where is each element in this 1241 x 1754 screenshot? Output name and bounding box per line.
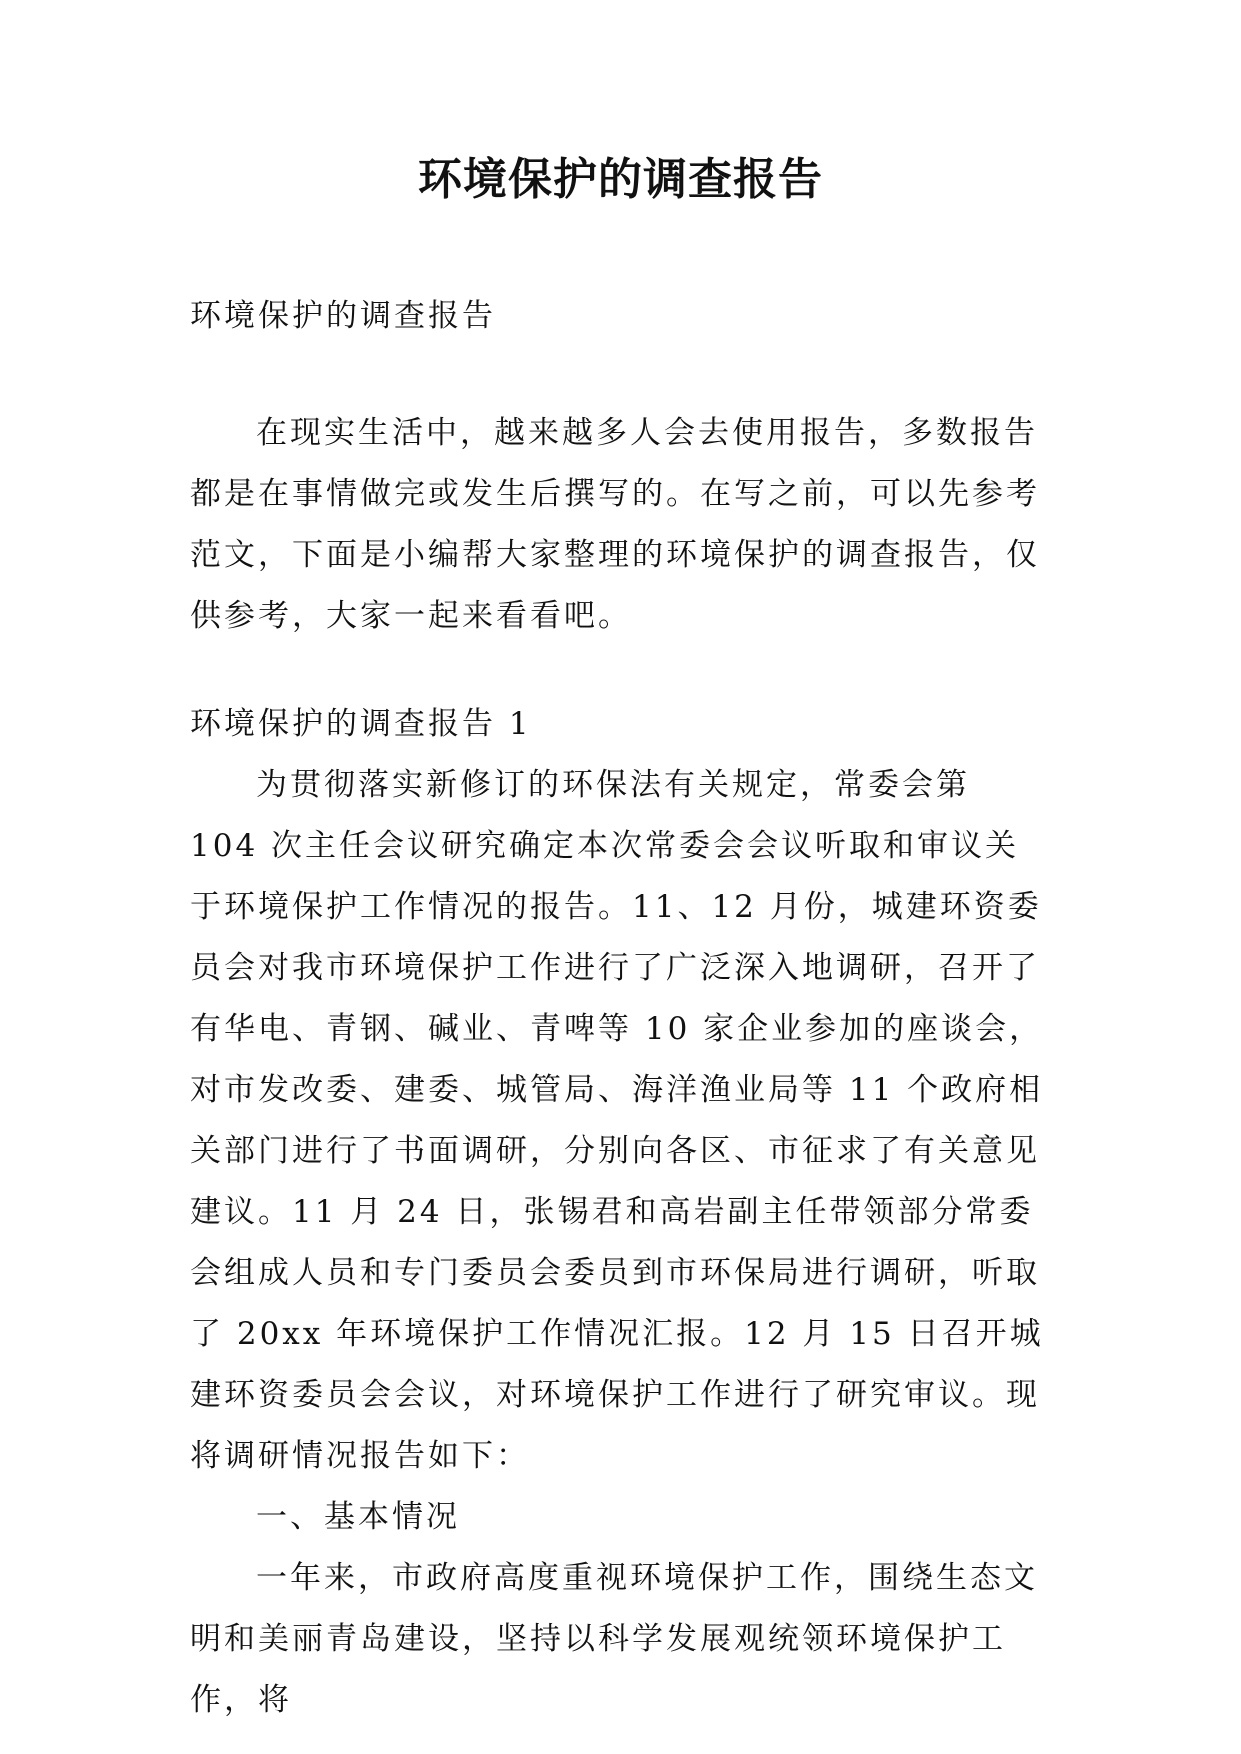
section-1-heading: 环境保护的调查报告 1	[190, 706, 532, 742]
section-1-body	[190, 755, 1050, 1731]
intro-paragraph: 在现实生活中，越来越多人会去使用报告，多数报告都是在事情做完或发生后撰写的。在写之前，可以先参考范文，下面是小编帮大家整理的环境保护的调查报告，仅供参考，大家一起来看看吧。	[190, 415, 1040, 634]
document-subtitle: 环境保护的调查报告	[190, 298, 496, 334]
document-title: 环境保护的调查报告	[418, 154, 823, 205]
section-1-paragraph-2: 一年来，市政府高度重视环境保护工作，围绕生态文明和美丽青岛建设，坚持以科学发展观统领环境保护工作，将	[190, 1560, 1038, 1718]
section-1-paragraph-1: 为贯彻落实新修订的环保法有关规定，常委会第 104 次主任会议研究确定本次常委会会议听取和审议关于环境保护工作情况的报告。11、12 月份，城建环资委员会对我市环境保护工作进行了广泛深入地调研，召开了有华电、青钢、碱业、青啤等 10 家企业参加的座谈会，对市发改委、建委、城管局、海洋渔业局等 11 个政府相关部门进行了书面调研，分别向各区、市征求了有关意见建议。11 月 24 日，张锡君和高岩副主任带领部分常委会组成人员和专门委员会委员到市环保局进行调研，听取了 20xx 年环境保护工作情况汇报。12 月 15 日召开城建环资委员会会议，对环境保护工作进行了研究审议。现将调研情况报告如下：	[190, 767, 1044, 1474]
intro-section	[190, 403, 1050, 647]
section-1-subheading: 一、基本情况	[256, 1499, 460, 1535]
